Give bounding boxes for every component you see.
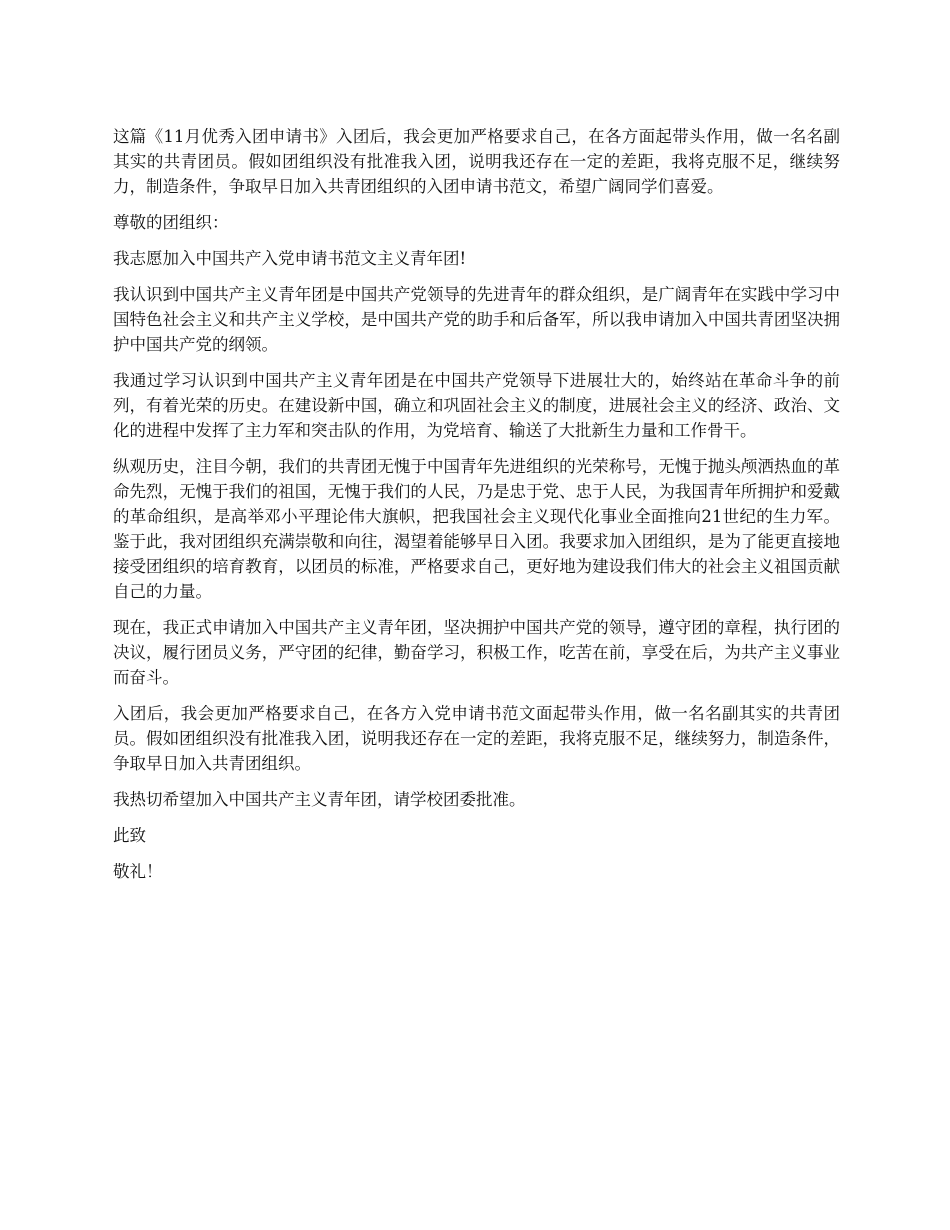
salutation: 尊敬的团组织： [113,213,229,232]
closing-regards: 敬礼！ [113,862,163,881]
intro-paragraph: 这篇《11月优秀入团申请书》入团后，我会更加严格要求自己，在各方面起带头作用，做一名名副其实的共青团员。假如团组织没有批准我入团，说明我还存在一定的差距，我将克服不足，继续努力，制造条件，争取早日加入共青团组织的入团申请书范文，希望广阔同学们喜爱。 [113,127,840,196]
body-paragraph-understanding: 我认识到中国共产主义青年团是中国共产党领导的先进青年的群众组织，是广阔青年在实践中学习中国特色社会主义和共产主义学校，是中国共产党的助手和后备军，所以我申请加入中国共青团坚决拥护中国共产党的纲领。 [113,285,840,354]
body-paragraph-after-joining: 入团后，我会更加严格要求自己，在各方入党申请书范文面起带头作用，做一名名副其实的共青团员。假如团组织没有批准我入团，说明我还存在一定的差距，我将克服不足，继续努力，制造条件，争取早日加入共青团组织。 [113,704,840,773]
body-paragraph-history: 我通过学习认识到中国共产主义青年团是在中国共产党领导下进展壮大的，始终站在革命斗争的前列，有着光荣的历史。在建设新中国，确立和巩固社会主义的制度，进展社会主义的经济、政治、文化的进程中发挥了主力军和突击队的作用，为党培育、输送了大批新生力量和工作骨干。 [113,371,840,440]
document-body [113,124,840,895]
closing-phrase: 此致 [113,826,146,845]
closing-request: 我热切希望加入中国共产主义青年团，请学校团委批准。 [113,790,526,809]
application-statement: 我志愿加入中国共产入党申请书范文主义青年团! [113,249,467,268]
body-paragraph-commitment: 现在，我正式申请加入中国共产主义青年团，坚决拥护中国共产党的领导，遵守团的章程，执行团的决议，履行团员义务，严守团的纪律，勤奋学习，积极工作，吃苦在前，享受在后，为共产主义事业而奋斗。 [113,618,840,687]
body-paragraph-reflection: 纵观历史，注目今朝，我们的共青团无愧于中国青年先进组织的光荣称号，无愧于抛头颅洒热血的革命先烈，无愧于我们的祖国，无愧于我们的人民，乃是忠于党、忠于人民，为我国青年所拥护和爱戴的革命组织，是高举邓小平理论伟大旗帜，把我国社会主义现代化事业全面推向21世纪的生力军。鉴于此，我对团组织充满崇敬和向往，渴望着能够早日入团。我要求加入团组织，是为了能更直接地接受团组织的培育教育，以团员的标准，严格要求自己，更好地为建设我们伟大的社会主义祖国贡献自己的力量。 [113,457,840,601]
